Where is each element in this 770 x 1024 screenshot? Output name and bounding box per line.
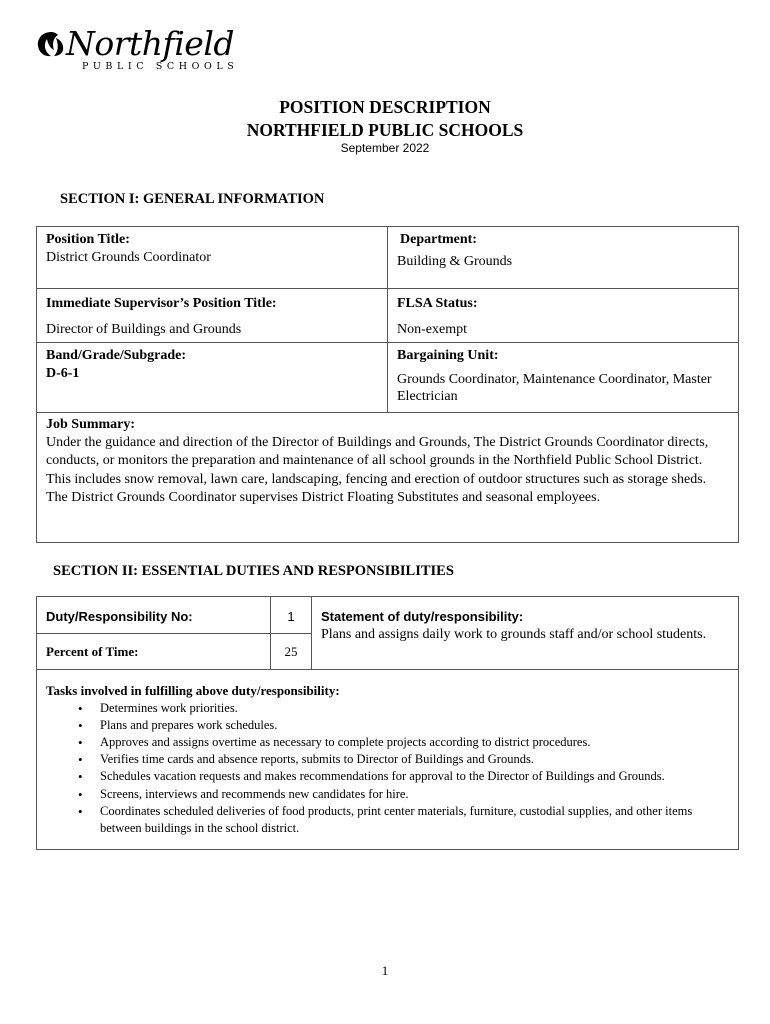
duties-table [36, 596, 739, 850]
supervisor-value: Director of Buildings and Grounds [46, 321, 242, 337]
supervisor-cell [37, 289, 388, 343]
position-title-label: Position Title: [46, 232, 130, 247]
task-item: • Screens, interviews and recommends new candidates for hire. [100, 786, 729, 803]
bargaining-label: Bargaining Unit: [397, 348, 499, 363]
position-title-value: District Grounds Coordinator [46, 249, 211, 265]
doc-date: September 2022 [340, 141, 430, 155]
duty-no-value: 1 [271, 597, 312, 634]
doc-title-line1: POSITION DESCRIPTION [279, 97, 491, 117]
job-summary-cell [37, 413, 739, 543]
supervisor-label: Immediate Supervisor’s Position Title: [46, 296, 277, 311]
job-summary-label: Job Summary: [46, 417, 136, 432]
percent-value: 25 [271, 634, 312, 670]
leaf-mark-icon [36, 30, 66, 58]
band-value: D-6-1 [46, 365, 80, 381]
flsa-cell [388, 289, 739, 343]
department-value: Building & Grounds [397, 253, 513, 269]
department-cell [388, 227, 739, 289]
task-item: • Approves and assigns overtime as necessary to complete projects according to district procedures. [100, 734, 729, 751]
tasks-cell [37, 670, 739, 850]
department-label: Department: [400, 232, 477, 247]
tasks-list [46, 700, 729, 838]
statement-label: Statement of duty/responsibility: [321, 609, 524, 624]
job-summary-text: Under the guidance and direction of the Director of Buildings and Grounds, The District Grounds Coordinator directs, conducts, or monitors the preparation and maintenance of all school grounds in the Northfield Public School District. This includes snow removal, lawn care, landscaping, fencing and erection of outdoor structures such as storage sheds. The District Grounds Coordinator supervises District Floating Substitutes and seasonal employees. [46, 434, 709, 505]
task-item: • Verifies time cards and absence reports, submits to Director of Buildings and Grounds. [100, 751, 729, 768]
section2-heading: SECTION II: ESSENTIAL DUTIES AND RESPONSIBILITIES [53, 563, 454, 579]
logo-subtitle: PUBLIC SCHOOLS [82, 61, 239, 72]
tasks-label: Tasks involved in fulfilling above duty/responsibility: [46, 683, 340, 698]
statement-cell [312, 597, 739, 670]
logo-wordmark: Northfield [66, 24, 235, 63]
doc-title-line2: NORTHFIELD PUBLIC SCHOOLS [246, 120, 524, 140]
section1-heading: SECTION I: GENERAL INFORMATION [60, 191, 325, 207]
district-logo [36, 26, 276, 76]
band-label: Band/Grade/Subgrade: [46, 348, 187, 363]
general-info-table [36, 226, 739, 543]
task-item: • Determines work priorities. [100, 700, 729, 717]
percent-label: Percent of Time: [37, 634, 271, 670]
flsa-value: Non-exempt [397, 321, 467, 337]
duty-no-label: Duty/Responsibility No: [37, 597, 271, 634]
page-number: 1 [381, 963, 389, 978]
flsa-label: FLSA Status: [397, 296, 478, 311]
task-item: • Schedules vacation requests and makes recommendations for approval to the Director of Buildings and Grounds. [100, 768, 729, 785]
bargaining-value: Grounds Coordinator, Maintenance Coordinator, Master Electrician [397, 371, 712, 404]
band-cell [37, 343, 388, 413]
task-item: • Coordinates scheduled deliveries of food products, print center materials, furniture, custodial supplies, and other items between buildings in the school district. [100, 803, 729, 837]
bargaining-cell [388, 343, 739, 413]
task-item: • Plans and prepares work schedules. [100, 717, 729, 734]
statement-value: Plans and assigns daily work to grounds staff and/or school students. [321, 626, 707, 642]
position-title-cell [37, 227, 388, 289]
